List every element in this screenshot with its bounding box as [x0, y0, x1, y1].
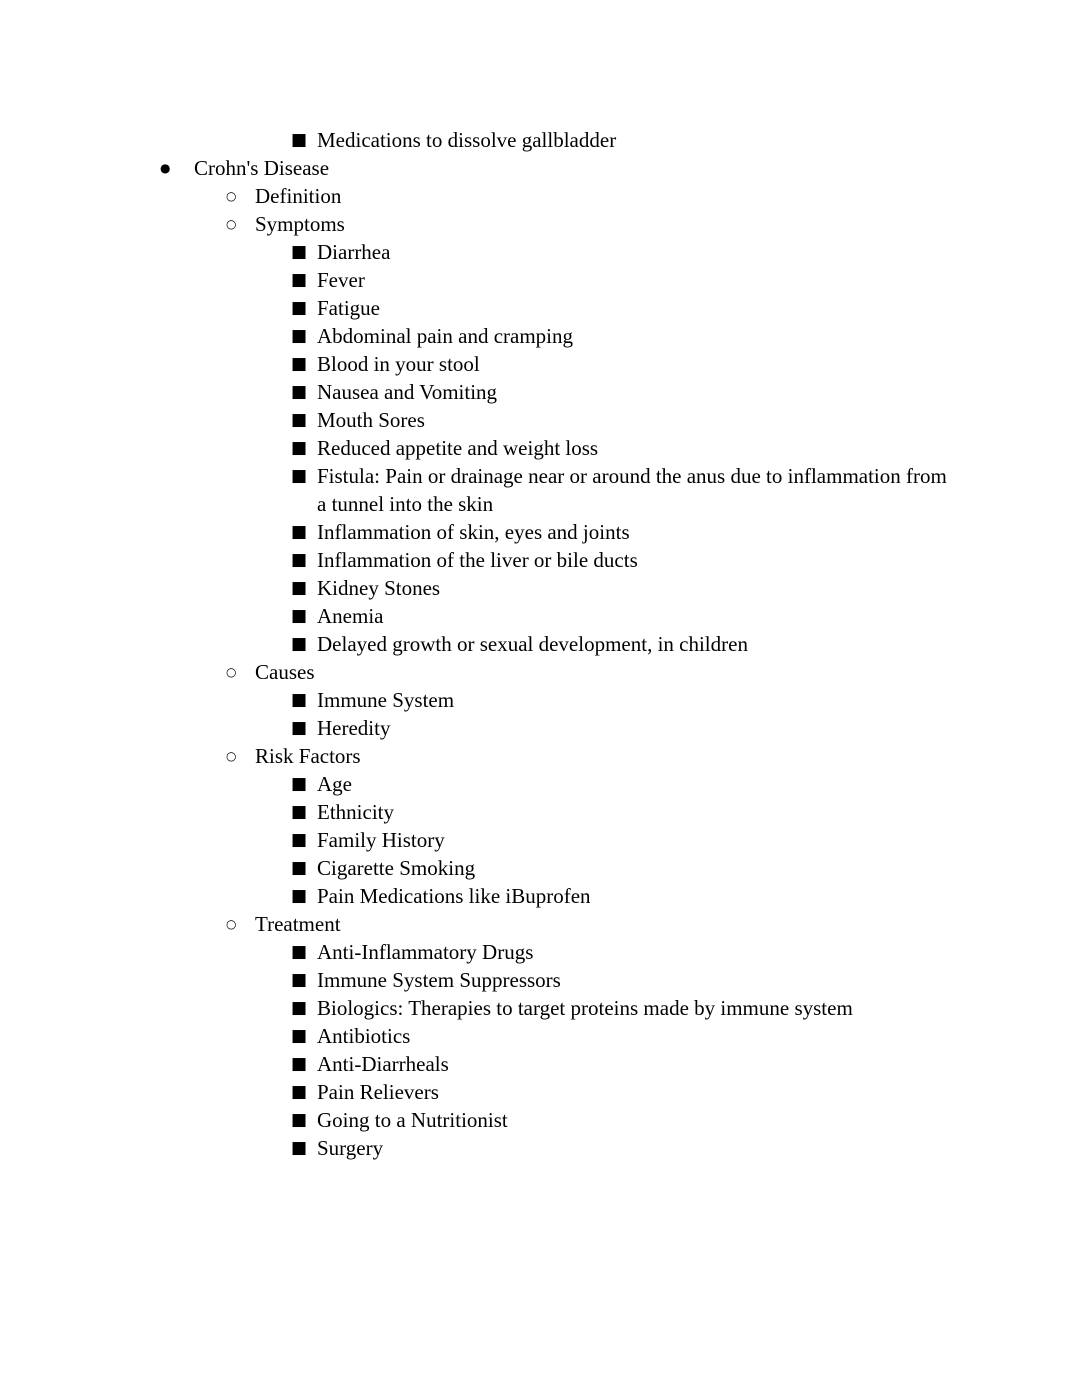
- bullet-square-icon: ■: [291, 1054, 308, 1074]
- list-item-text: Reduced appetite and weight loss: [317, 436, 599, 460]
- bullet-square-icon: ■: [291, 130, 308, 150]
- list-item-text: Pain Medications like iBuprofen: [317, 884, 591, 908]
- bullet-square-icon: ■: [291, 578, 308, 598]
- list-item: [0, 658, 1080, 686]
- bullet-circle-icon: ○: [226, 749, 237, 763]
- list-item: [0, 854, 1080, 882]
- list-item-text: Symptoms: [255, 212, 345, 236]
- bullet-square-icon: ■: [291, 802, 308, 822]
- list-item-text: Nausea and Vomiting: [317, 380, 498, 404]
- list-item: [0, 182, 1080, 210]
- bullet-square-icon: ■: [291, 718, 308, 738]
- bullet-square-icon: ■: [291, 970, 308, 990]
- bullet-square-icon: ■: [291, 522, 308, 542]
- list-item: [0, 938, 1080, 966]
- list-item-text: Family History: [317, 828, 445, 852]
- list-item-text: Kidney Stones: [317, 576, 441, 600]
- bullet-square-icon: ■: [291, 998, 308, 1018]
- list-item: [0, 126, 1080, 154]
- list-item-text: Abdominal pain and cramping: [317, 324, 574, 348]
- bullet-square-icon: ■: [291, 942, 308, 962]
- list-item: [0, 462, 1080, 518]
- list-item-text: Ethnicity: [317, 800, 394, 824]
- bullet-square-icon: ■: [291, 1026, 308, 1046]
- list-item: [0, 994, 1080, 1022]
- list-item: [0, 238, 1080, 266]
- list-item: [0, 546, 1080, 574]
- list-item-text: Fever: [317, 268, 365, 292]
- list-item: [0, 1050, 1080, 1078]
- list-item: [0, 154, 1080, 182]
- bullet-square-icon: ■: [291, 382, 308, 402]
- list-item: [0, 630, 1080, 658]
- bullet-circle-icon: ○: [226, 217, 237, 231]
- list-item-text: Biologics: Therapies to target proteins made by immune system: [317, 996, 853, 1020]
- bullet-square-icon: ■: [291, 830, 308, 850]
- list-item: [0, 798, 1080, 826]
- list-item: [0, 910, 1080, 938]
- list-item-text: Crohn's Disease: [194, 156, 330, 180]
- list-item: [0, 378, 1080, 406]
- list-item-text: Immune System Suppressors: [317, 968, 561, 992]
- list-item: [0, 1106, 1080, 1134]
- bullet-disc-icon: ●: [160, 161, 171, 175]
- list-item: [0, 434, 1080, 462]
- bullet-square-icon: ■: [291, 606, 308, 626]
- list-item-text: Anti-Inflammatory Drugs: [317, 940, 534, 964]
- list-item-text: Medications to dissolve gallbladder: [317, 128, 617, 152]
- list-item-text: Risk Factors: [255, 744, 361, 768]
- list-item: [0, 966, 1080, 994]
- list-item: [0, 602, 1080, 630]
- bullet-square-icon: ■: [291, 438, 308, 458]
- list-item: [0, 826, 1080, 854]
- list-item-text: Causes: [255, 660, 315, 684]
- list-item-text: Mouth Sores: [317, 408, 425, 432]
- bullet-square-icon: ■: [291, 326, 308, 346]
- list-item: [0, 686, 1080, 714]
- bullet-square-icon: ■: [291, 858, 308, 878]
- bullet-square-icon: ■: [291, 1138, 308, 1158]
- bullet-square-icon: ■: [291, 634, 308, 654]
- list-item-text: Age: [317, 772, 352, 796]
- list-item: [0, 266, 1080, 294]
- list-item-text: Inflammation of skin, eyes and joints: [317, 520, 630, 544]
- list-item-text: Anti-Diarrheals: [317, 1052, 449, 1076]
- list-item: [0, 294, 1080, 322]
- list-item-text: Fistula: Pain or drainage near or around the anus due to inflammation from a tunnel into the skin: [317, 464, 947, 516]
- list-item-text: Blood in your stool: [317, 352, 480, 376]
- list-item: [0, 574, 1080, 602]
- bullet-square-icon: ■: [291, 298, 308, 318]
- bullet-circle-icon: ○: [226, 917, 237, 931]
- list-item: [0, 742, 1080, 770]
- list-item: [0, 322, 1080, 350]
- bullet-square-icon: ■: [291, 270, 308, 290]
- list-item-text: Delayed growth or sexual development, in children: [317, 632, 748, 656]
- list-item: [0, 770, 1080, 798]
- bullet-square-icon: ■: [291, 1082, 308, 1102]
- list-item: [0, 518, 1080, 546]
- list-item: [0, 406, 1080, 434]
- bullet-square-icon: ■: [291, 354, 308, 374]
- list-item: [0, 714, 1080, 742]
- bullet-square-icon: ■: [291, 550, 308, 570]
- list-item-text: Inflammation of the liver or bile ducts: [317, 548, 638, 572]
- list-item-text: Diarrhea: [317, 240, 391, 264]
- list-item-text: Anemia: [317, 604, 384, 628]
- list-item: [0, 350, 1080, 378]
- list-item-text: Antibiotics: [317, 1024, 411, 1048]
- list-item-text: Pain Relievers: [317, 1080, 439, 1104]
- list-item-text: Surgery: [317, 1136, 384, 1160]
- list-item: [0, 210, 1080, 238]
- bullet-square-icon: ■: [291, 690, 308, 710]
- list-item-text: Fatigue: [317, 296, 380, 320]
- list-item-text: Heredity: [317, 716, 391, 740]
- bullet-square-icon: ■: [291, 886, 308, 906]
- list-item: [0, 1078, 1080, 1106]
- list-item-text: Cigarette Smoking: [317, 856, 476, 880]
- bullet-square-icon: ■: [291, 774, 308, 794]
- list-item: [0, 1134, 1080, 1162]
- list-item-text: Immune System: [317, 688, 455, 712]
- list-item-text: Treatment: [255, 912, 341, 936]
- list-item: [0, 882, 1080, 910]
- bullet-square-icon: ■: [291, 410, 308, 430]
- bullet-square-icon: ■: [291, 242, 308, 262]
- list-item-text: Definition: [255, 184, 342, 208]
- bullet-square-icon: ■: [291, 466, 308, 486]
- bullet-circle-icon: ○: [226, 189, 237, 203]
- bullet-circle-icon: ○: [226, 665, 237, 679]
- list-item-text: Going to a Nutritionist: [317, 1108, 508, 1132]
- list-item: [0, 1022, 1080, 1050]
- bullet-square-icon: ■: [291, 1110, 308, 1130]
